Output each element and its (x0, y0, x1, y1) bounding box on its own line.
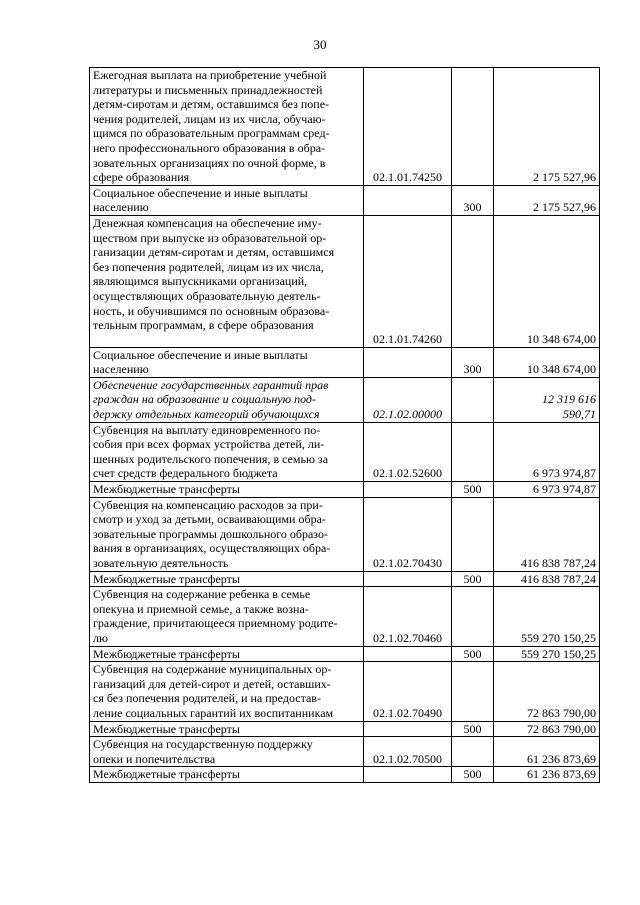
row-expense-type: 500 (452, 767, 494, 783)
row-expense-type (452, 662, 494, 721)
row-code: 02.1.02.70490 (364, 662, 452, 721)
row-name (90, 571, 364, 587)
row-name-text: Субвенция на компенсацию расходов за при- смотр и уход за детьми, осваивающими обра- зовательные программы дошкольного образо- вания в организациях, осуществляющих обра- зовательную деятельность (93, 497, 331, 570)
row-code: 02.1.02.70460 (364, 587, 452, 646)
table-row (90, 422, 600, 481)
row-amount: 10 348 674,00 (494, 215, 600, 347)
row-name (90, 767, 364, 783)
row-amount: 72 863 790,00 (494, 662, 600, 721)
row-amount: 559 270 150,25 (494, 587, 600, 646)
row-amount-text: 12 319 616 590,71 (542, 392, 596, 422)
row-name (90, 377, 364, 422)
row-amount: 10 348 674,00 (494, 347, 600, 377)
row-expense-type: 500 (452, 571, 494, 587)
row-name-text: Межбюджетные трансферты (93, 721, 240, 736)
page-number: 30 (313, 37, 327, 52)
row-name-text: Обеспечение государственных гарантий прав граждан на образование и социальную под- держку отдельных категорий обучающихся (93, 377, 329, 422)
row-amount: 416 838 787,24 (494, 497, 600, 571)
row-name-text: Социальное обеспечение и иные выплаты населению (93, 347, 308, 377)
row-amount: 61 236 873,69 (494, 767, 600, 783)
table-row (90, 587, 600, 646)
row-code (364, 185, 452, 215)
row-expense-type (452, 68, 494, 186)
row-amount: 61 236 873,69 (494, 737, 600, 767)
row-name (90, 587, 364, 646)
row-name-text: Межбюджетные трансферты (93, 646, 240, 661)
row-name-text: Субвенция на содержание ребенка в семье опекуна и приемной семье, а также возна- граждение, причитающееся приемному родите- лю (93, 587, 338, 645)
row-name (90, 662, 364, 721)
table-row (90, 662, 600, 721)
row-expense-type: 500 (452, 482, 494, 498)
table-row (90, 68, 600, 186)
row-name-text: Субвенция на содержание муниципальных ор- ганизаций для детей-сирот и детей, оставших- ся без попечения родителей, и на предостав- ление социальных гарантий их воспитанникам (93, 662, 334, 720)
row-amount: 6 973 974,87 (494, 482, 600, 498)
row-expense-type: 500 (452, 646, 494, 662)
row-code (364, 482, 452, 498)
row-expense-type: 500 (452, 721, 494, 737)
row-name-text: Межбюджетные трансферты (93, 482, 240, 497)
row-code (364, 721, 452, 737)
row-amount: 72 863 790,00 (494, 721, 600, 737)
table-row (90, 482, 600, 498)
table-row (90, 721, 600, 737)
row-expense-type (452, 377, 494, 422)
row-expense-type (452, 422, 494, 481)
row-expense-type (452, 497, 494, 571)
row-name (90, 215, 364, 347)
table-row (90, 215, 600, 347)
row-code: 02.1.01.74250 (364, 68, 452, 186)
row-code: 02.1.02.00000 (364, 377, 452, 422)
table-row (90, 767, 600, 783)
row-name (90, 68, 364, 186)
row-name (90, 185, 364, 215)
row-name (90, 497, 364, 571)
row-code: 02.1.02.52600 (364, 422, 452, 481)
row-code (364, 571, 452, 587)
row-expense-type (452, 215, 494, 347)
row-expense-type: 300 (452, 185, 494, 215)
row-name-text: Социальное обеспечение и иные выплаты населению (93, 185, 308, 215)
row-code: 02.1.01.74260 (364, 215, 452, 347)
row-name (90, 721, 364, 737)
row-name (90, 347, 364, 377)
row-name-text: Ежегодная выплата на приобретение учебной литературы и письменных принадлежностей детям-сиротам и детям, оставшимся без попе- чения родителей, лицам из их числа, обучаю- щимся по образовательным программам сред- него профессионального образования в обра- зовательных организациях по очной форме, в сфере образования (93, 68, 330, 185)
row-name (90, 646, 364, 662)
table-row (90, 377, 600, 422)
row-name-text: Субвенция на государственную поддержку опеки и попечительства (93, 737, 313, 766)
row-code (364, 767, 452, 783)
row-name (90, 737, 364, 767)
budget-table (89, 67, 600, 783)
row-code (364, 646, 452, 662)
row-expense-type (452, 587, 494, 646)
row-name (90, 482, 364, 498)
row-amount: 2 175 527,96 (494, 68, 600, 186)
table-row (90, 737, 600, 767)
row-amount: 2 175 527,96 (494, 185, 600, 215)
row-code: 02.1.02.70430 (364, 497, 452, 571)
row-name (90, 422, 364, 481)
row-code (364, 347, 452, 377)
row-name-text: Межбюджетные трансферты (93, 767, 240, 782)
row-code: 02.1.02.70500 (364, 737, 452, 767)
table-row (90, 646, 600, 662)
row-amount (494, 377, 600, 422)
row-expense-type (452, 737, 494, 767)
table-row (90, 185, 600, 215)
table-row (90, 571, 600, 587)
row-expense-type: 300 (452, 347, 494, 377)
row-name-text: Субвенция на выплату единовременного по- собия при всех формах устройства детей, ли- шенных родительского попечения, в семью за счет средств федерального бюджета (93, 422, 329, 481)
row-name-text: Межбюджетные трансферты (93, 571, 240, 586)
row-amount: 6 973 974,87 (494, 422, 600, 481)
row-name-text: Денежная компенсация на обеспечение иму- ществом при выпуске из образовательной ор- ганизации детям-сиротам и детям, оставшимся без попечения родителей, лицам из их числа, являющимся выпускниками организаций, осуществляющих образовательную деятель- ность, и обучившимся по основным образова- тельным программам, в сфере образования (93, 215, 335, 333)
table-row (90, 497, 600, 571)
table-row (90, 347, 600, 377)
row-amount: 416 838 787,24 (494, 571, 600, 587)
row-amount: 559 270 150,25 (494, 646, 600, 662)
